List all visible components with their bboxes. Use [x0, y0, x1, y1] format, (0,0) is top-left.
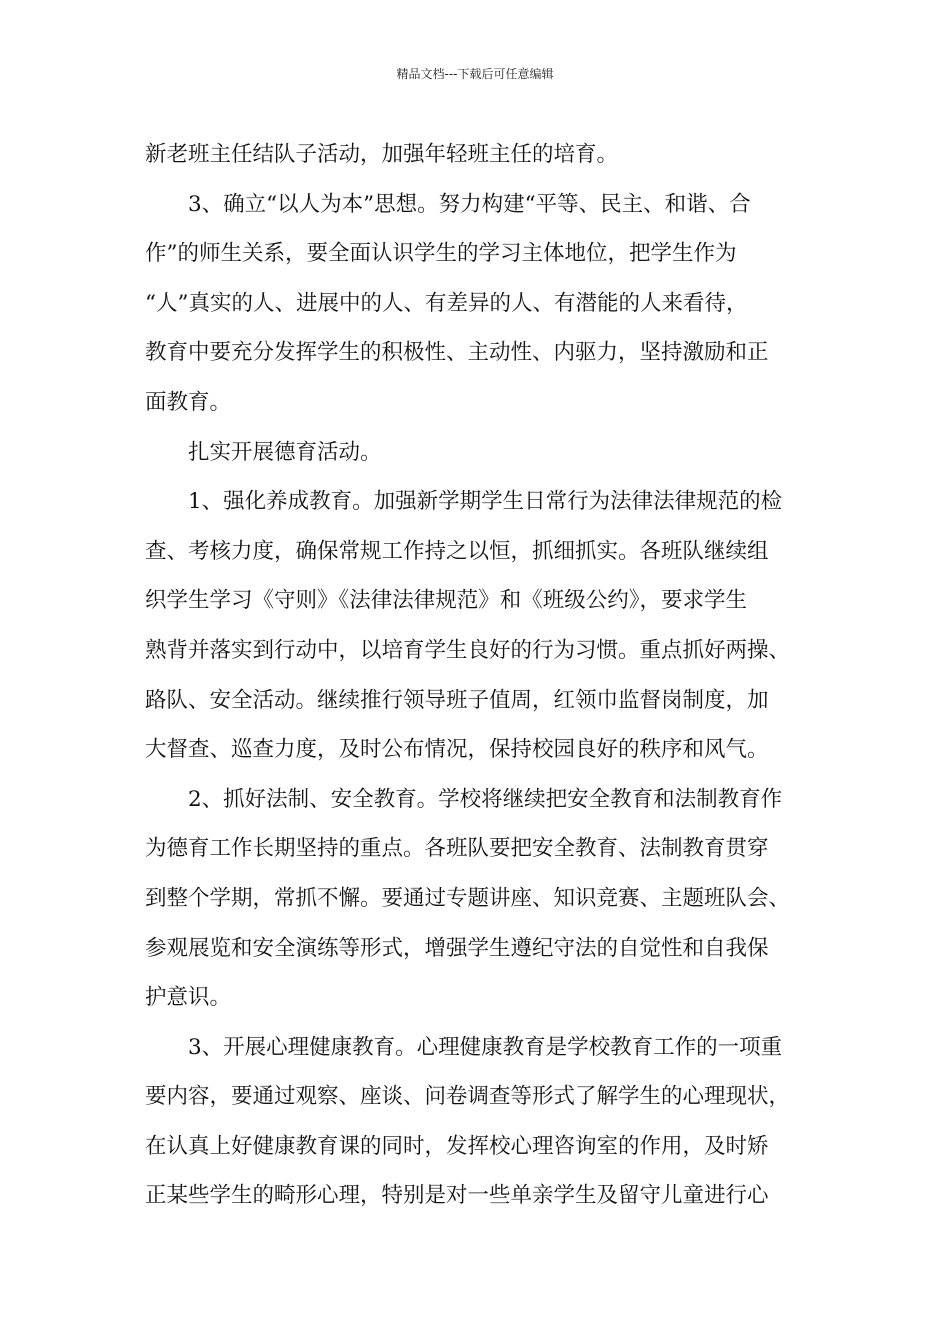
text-line: 到整个学期，常抓不懈。要通过专题讲座、知识竞赛、主题班队会、 — [145, 885, 791, 911]
text-line: 3、确立“以人为本”思想。努力构建“平等、民主、和谐、合 — [188, 191, 751, 217]
text-line: 织学生学习《守则》《法律法律规范》和《班级公约》，要求学生 — [145, 588, 748, 614]
text-line: 在认真上好健康教育课的同时，发挥校心理咨询室的作用，及时矫 — [145, 1133, 769, 1159]
text-line: 扎实开展德育活动。 — [188, 439, 382, 465]
text-line: 新老班主任结队子活动，加强年轻班主任的培育。 — [145, 142, 619, 167]
text-line: 要内容，要通过观察、座谈、问卷调查等形式了解学生的心理现状， — [145, 1084, 791, 1110]
text-line: 参观展览和安全演练等形式，增强学生遵纪守法的自觉性和自我保 — [145, 935, 769, 961]
text-line: 面教育。 — [145, 389, 232, 415]
text-line: 查、考核力度，确保常规工作持之以恒，抓细抓实。各班队继续组 — [145, 538, 769, 564]
text-line: 正某些学生的畸形心理，特别是对一些单亲学生及留守儿童进行心 — [145, 1183, 769, 1209]
text-line: 为德育工作长期坚持的重点。各班队要把安全教育、法制教育贯穿 — [145, 836, 769, 862]
text-line: 作”的师生关系，要全面认识学生的学习主体地位，把学生作为 — [145, 241, 737, 267]
text-line: 大督查、巡查力度，及时公布情况，保持校园良好的秩序和风气。 — [145, 737, 769, 763]
text-line: 路队、安全活动。继续推行领导班子值周，红领巾监督岗制度，加 — [145, 687, 769, 713]
text-line: 护意识。 — [145, 985, 232, 1011]
text-line: 1、强化养成教育。加强新学期学生日常行为法律法律规范的检 — [188, 489, 783, 515]
document-body — [145, 130, 830, 1221]
text-line: 教育中要充分发挥学生的积极性、主动性、内驱力，坚持激励和正 — [145, 340, 769, 366]
text-line: 3、开展心理健康教育。心理健康教育是学校教育工作的一项重 — [188, 1034, 783, 1060]
text-line: 2、抓好法制、安全教育。学校将继续把安全教育和法制教育作 — [188, 786, 783, 812]
text-line: “人”真实的人、进展中的人、有差异的人、有潜能的人来看待， — [145, 290, 748, 316]
page-header: 精品文档---下载后可任意编辑 — [396, 67, 554, 81]
text-line: 熟背并落实到行动中，以培育学生良好的行为习惯。重点抓好两操、 — [145, 637, 791, 663]
